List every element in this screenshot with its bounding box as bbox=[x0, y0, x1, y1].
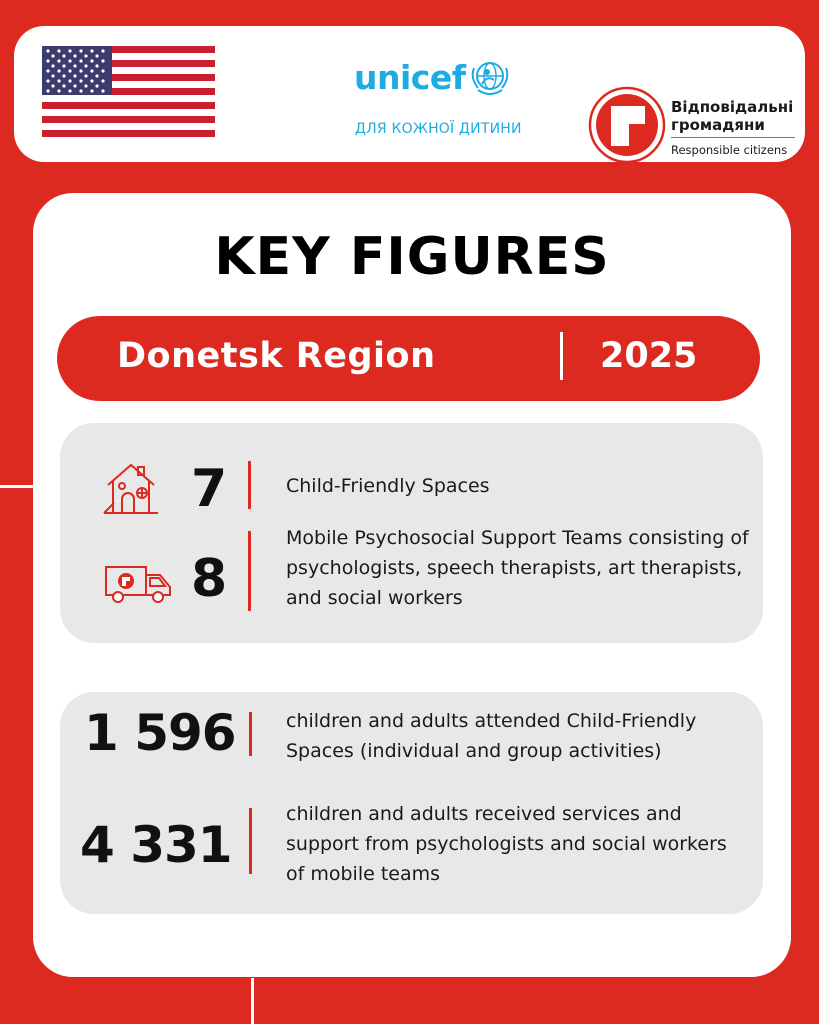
us-flag-icon bbox=[42, 46, 215, 137]
child-friendly-spaces-label: Child-Friendly Spaces bbox=[286, 475, 490, 497]
unicef-tagline: ДЛЯ КОЖНОЇ ДИТИНИ bbox=[355, 121, 522, 137]
mobile-teams-label: Mobile Psychosocial Support Teams consisting of psychologists, speech therapists, art therapists, and social workers bbox=[286, 527, 749, 609]
unicef-logo bbox=[354, 56, 524, 156]
key-figures-card bbox=[33, 193, 791, 977]
child-friendly-house-icon bbox=[102, 459, 160, 517]
responsible-citizens-wordmark bbox=[671, 98, 811, 157]
cfs-attendance-label: children and adults attended Child-Friendly Spaces (individual and group activities) bbox=[286, 710, 697, 762]
reach-panel bbox=[60, 692, 763, 914]
facility-divider bbox=[248, 531, 251, 611]
region-label: Donetsk Region bbox=[117, 336, 436, 376]
decorative-line-bottom bbox=[251, 978, 254, 1024]
cfs-attendance-count: 1 596 bbox=[84, 704, 236, 762]
facility-divider bbox=[248, 461, 251, 509]
mobile-teams-count: 8 bbox=[191, 549, 228, 609]
year-label: 2025 bbox=[600, 336, 698, 376]
partner-divider bbox=[671, 137, 795, 138]
partner-name-ua: Відповідальні громадяни bbox=[671, 98, 794, 134]
unicef-wordmark: unicef bbox=[354, 58, 466, 97]
reach-divider bbox=[249, 712, 252, 756]
decorative-line-left bbox=[0, 485, 34, 488]
facilities-panel bbox=[60, 423, 763, 643]
unicef-globe-icon bbox=[468, 58, 512, 98]
ambulance-van-icon bbox=[104, 561, 172, 605]
responsible-citizens-logo-icon bbox=[588, 86, 666, 164]
mobile-services-count: 4 331 bbox=[80, 816, 232, 874]
region-year-banner bbox=[57, 316, 760, 401]
reach-divider bbox=[249, 808, 252, 874]
mobile-services-label: children and adults received services and support from psychologists and social workers of mobile teams bbox=[286, 803, 727, 885]
header-logo-bar bbox=[14, 26, 805, 162]
page-title: KEY FIGURES bbox=[214, 227, 610, 287]
banner-separator bbox=[560, 332, 563, 380]
partner-name-en: Responsible citizens bbox=[671, 143, 788, 157]
child-friendly-spaces-count: 7 bbox=[191, 459, 228, 519]
